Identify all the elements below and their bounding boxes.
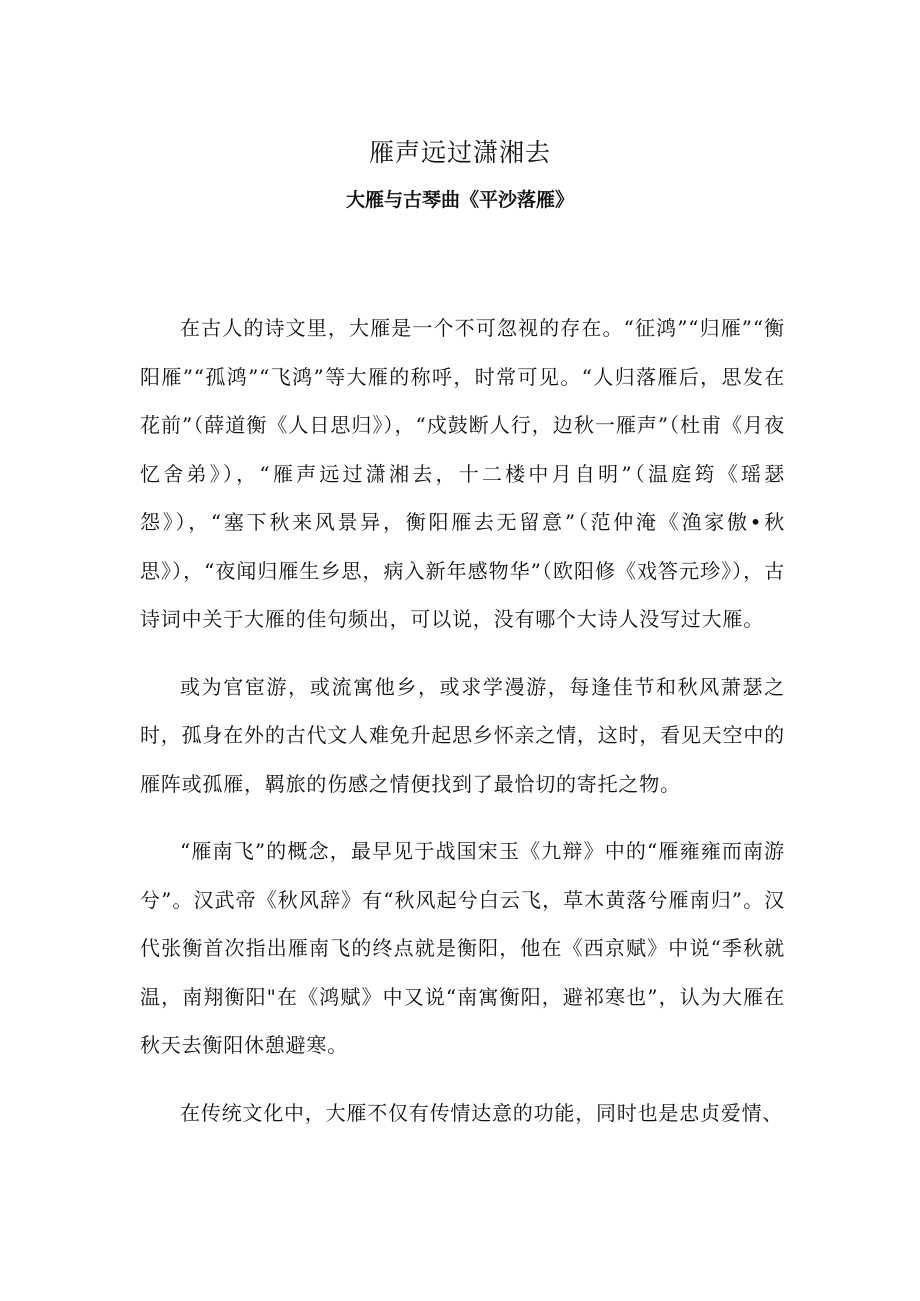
- page-title: 雁声远过潇湘去: [368, 138, 551, 167]
- article-body: [140, 304, 785, 1156]
- paragraph-3: “雁南飞”的概念，最早见于战国宋玉《九辩》中的“雁雍雍而南游兮”。汉武帝《秋风辞》有“秋风起兮白云飞，草木黄落兮雁南归”。汉代张衡首次指出雁南飞的终点就是衡阳，他在《西京赋》中说“季秋就温，南翔衡阳"在《鸿赋》中又说“南寓衡阳，避祁寒也”，认为大雁在秋天去衡阳休憩避寒。: [140, 839, 785, 1057]
- paragraph-4: 在传统文化中，大雁不仅有传情达意的功能，同时也是忠贞爱情、: [180, 1100, 784, 1125]
- paragraph-2: 或为官宦游，或流寓他乡，或求学漫游，每逢佳节和秋风萧瑟之时，孤身在外的古代文人难免升起思乡怀亲之情，这时，看见天空中的雁阵或孤雁，羁旅的伤感之情便找到了最恰切的寄托之物。: [140, 674, 785, 796]
- paragraph-1: 在古人的诗文里，大雁是一个不可忽视的存在。“征鸿”“归雁”“衡阳雁”“孤鸿”“飞鸿”等大雁的称呼，时常可见。“人归落雁后，思发在花前”（薛道衡《人日思归》），“戍鼓断人行，边秋一雁声”（杜甫《月夜忆舍弟》），“雁声远过潇湘去，十二楼中月自明”（温庭筠《瑶瑟怨》），“塞下秋来风景异，衡阳雁去无留意”（范仲淹《渔家傲•秋思》），“夜闻归雁生乡思，病入新年感物华”（欧阳修《戏答元珍》），古诗词中关于大雁的佳句频出，可以说，没有哪个大诗人没写过大雁。: [140, 316, 785, 631]
- page-subtitle: 大雁与古琴曲《平沙落雁》: [345, 189, 574, 211]
